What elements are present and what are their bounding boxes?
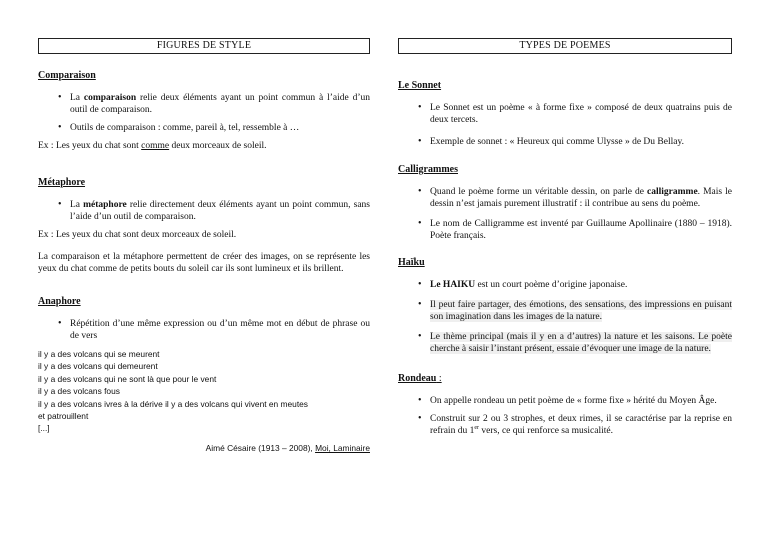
- rondeau-heading: Rondeau :: [398, 373, 442, 384]
- calligrammes-heading: Calligrammes: [398, 164, 458, 175]
- rondeau-list: [398, 395, 732, 437]
- poem-line: et patrouillent: [38, 411, 89, 422]
- poem-line: il y a des volcans ivres à la dérive il y a des volcans qui vivent en meutes: [38, 398, 308, 409]
- sonnet-bullet-1: • Le Sonnet est un poème « à forme fixe » composé de deux quatrains puis de deux tercets.: [398, 102, 732, 126]
- comparaison-example: Ex : Les yeux du chat sont comme deux morceaux de soleil.: [38, 141, 267, 151]
- metaphore-bullet-1: • La métaphore relie directement deux éléments ayant un point commun, sans l’aide d’un outil de comparaison.: [38, 199, 370, 223]
- poem-line: il y a des volcans qui demeurent: [38, 361, 158, 372]
- haiku-list: [398, 279, 732, 355]
- haiku-heading: Haïku: [398, 257, 425, 268]
- poem-attribution: Aimé Césaire (1913 – 2008), Moi, Laminaire: [205, 442, 370, 453]
- comparaison-list: [38, 92, 370, 134]
- anaphore-bullet-1: • Répétition d’une même expression ou d’un même mot en début de phrase ou de vers: [38, 318, 370, 342]
- anaphore-poem: [38, 348, 370, 435]
- comparaison-bullet-2: • Outils de comparaison : comme, pareil à, tel, ressemble à …: [38, 122, 370, 134]
- poem-line: il y a des volcans qui se meurent: [38, 349, 160, 359]
- calligrammes-bullet-2: • Le nom de Calligramme est inventé par Guillaume Apollinaire (1880 – 1918). Poète français.: [398, 218, 732, 242]
- comparaison-heading: Comparaison: [38, 70, 96, 81]
- rondeau-bullet-2: • Construit sur 2 ou 3 strophes, et deux rimes, il se caractérise par la reprise en refrain du 1er vers, ce qui renforce sa musicalité.: [398, 413, 732, 437]
- metaphore-list: [38, 199, 370, 223]
- rondeau-bullet-1: • On appelle rondeau un petit poème de « forme fixe » hérité du Moyen Âge.: [398, 395, 732, 407]
- haiku-bullet-2: • Il peut faire partager, des émotions, des sensations, des impressions en puisant son imagination dans les images de la nature.: [398, 299, 732, 323]
- sonnet-list: [398, 102, 732, 148]
- poem-line: il y a des volcans qui ne sont là que pour le vent: [38, 373, 217, 384]
- poem-line: [...]: [38, 423, 50, 434]
- right-column: [398, 38, 732, 443]
- poem-line: il y a des volcans fous: [38, 386, 120, 397]
- metaphore-example: Ex : Les yeux du chat sont deux morceaux de soleil.: [38, 230, 237, 240]
- haiku-bullet-1: • Le HAIKU est un court poème d’origine japonaise.: [398, 279, 732, 291]
- calligrammes-bullet-1: • Quand le poème forme un véritable dessin, on parle de calligramme. Mais le dessin n’est jamais purement illustratif : il contribue au sens du poème.: [398, 186, 732, 210]
- anaphore-heading: Anaphore: [38, 296, 81, 307]
- metaphore-paragraph: La comparaison et la métaphore permettent de créer des images, on se représente les yeux du chat comme de petits bouts du soleil car ils sont lumineux et ils brillent.: [38, 252, 370, 274]
- left-column: [38, 38, 370, 453]
- sonnet-bullet-2: • Exemple de sonnet : « Heureux qui comme Ulysse » de Du Bellay.: [398, 136, 732, 148]
- comparaison-bullet-1: • La comparaison relie deux éléments ayant un point commun à l’aide d’un outil de comparaison.: [38, 92, 370, 116]
- calligrammes-list: [398, 186, 732, 242]
- metaphore-heading: Métaphore: [38, 177, 86, 188]
- types-de-poemes-title: TYPES DE POEMES: [398, 38, 732, 54]
- figures-de-style-title: FIGURES DE STYLE: [38, 38, 370, 54]
- haiku-bullet-3: • Le thème principal (mais il y en a d’autres) la nature et les saisons. Le poète cherche à saisir l’instant présent, essaie d’évoquer une image de la nature.: [398, 331, 732, 355]
- anaphore-list: [38, 318, 370, 342]
- sonnet-heading: Le Sonnet: [398, 80, 442, 91]
